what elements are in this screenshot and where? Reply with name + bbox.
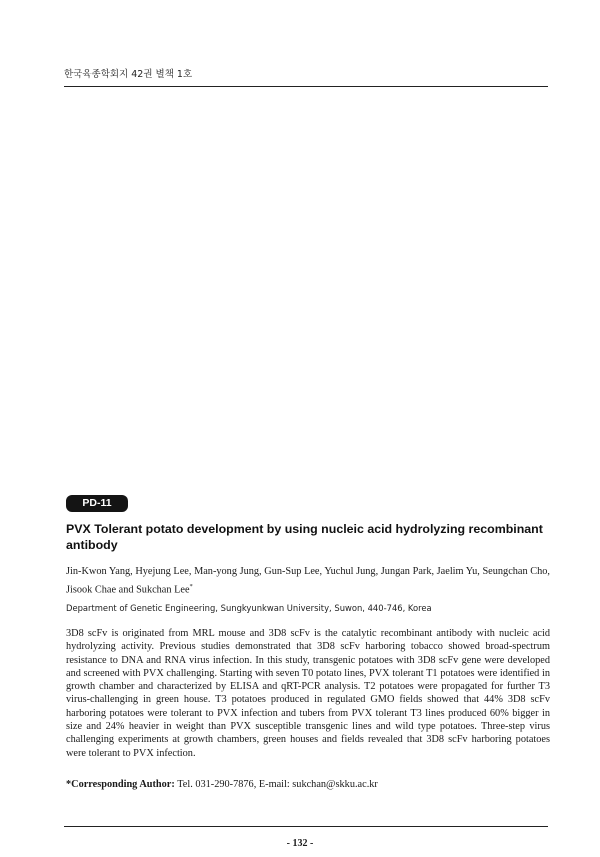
abstract-id-badge: PD-11 xyxy=(66,495,128,512)
header-divider xyxy=(64,86,548,87)
abstract-body: 3D8 scFv is originated from MRL mouse and 3D8 scFv is the catalytic recombinant antibody with nucleic acid hydrolyzing activity. Previous studies demonstrated that 3D8 scFv harboring tobacco showed broad-spectrum resistance to DNA and RNA virus infection. In this study, transgenic potatoes with 3D8 scFv gene were developed and screened with PVX challenging. Starting with seven T0 potato lines, PVX tolerant T1 potatoes were identified in growth chamber and characterized by ELISA and qRT-PCR analysis. T2 potatoes were propagated for further T3 virus-challenging in green house. T3 potatoes produced in regulated GMO fields showed that 44% 3D8 scFv harboring potatoes were tolerant to PVX infection and tubers from PVX tolerant T3 lines produced 60% bigger in size and 24% heavier in weight than PVX susceptible transgenic lines and wild type potatoes. Three-step virus challenging experiments at growth chambers, green houses and fields revealed that 3D8 scFv harboring potatoes were tolerant to PVX infection. xyxy=(66,628,550,759)
corresponding-mark: * xyxy=(189,582,193,590)
footer-divider xyxy=(64,826,548,827)
page-number: - 132 - xyxy=(286,838,314,849)
corresponding-author xyxy=(66,779,550,790)
authors-text: Jin-Kwon Yang, Hyejung Lee, Man-yong Jung, Gun-Sup Lee, Yuchul Jung, Jungan Park, Jaelim Yu, Seungchan Cho, Jisook Chae and Sukchan Lee xyxy=(66,566,550,595)
corresponding-contact: Tel. 031-290-7876, E-mail: sukchan@skku.ac.kr xyxy=(177,779,378,790)
article-title: PVX Tolerant potato development by using nucleic acid hydrolyzing recombinant antibody xyxy=(66,522,543,552)
corresponding-label: *Corresponding Author: xyxy=(66,779,175,790)
affiliation: Department of Genetic Engineering, Sungkyunkwan University, Suwon, 440-746, Korea xyxy=(66,603,432,613)
author-list xyxy=(66,565,550,597)
journal-header: 한국육종학회지 42권 별책 1호 xyxy=(64,69,193,80)
